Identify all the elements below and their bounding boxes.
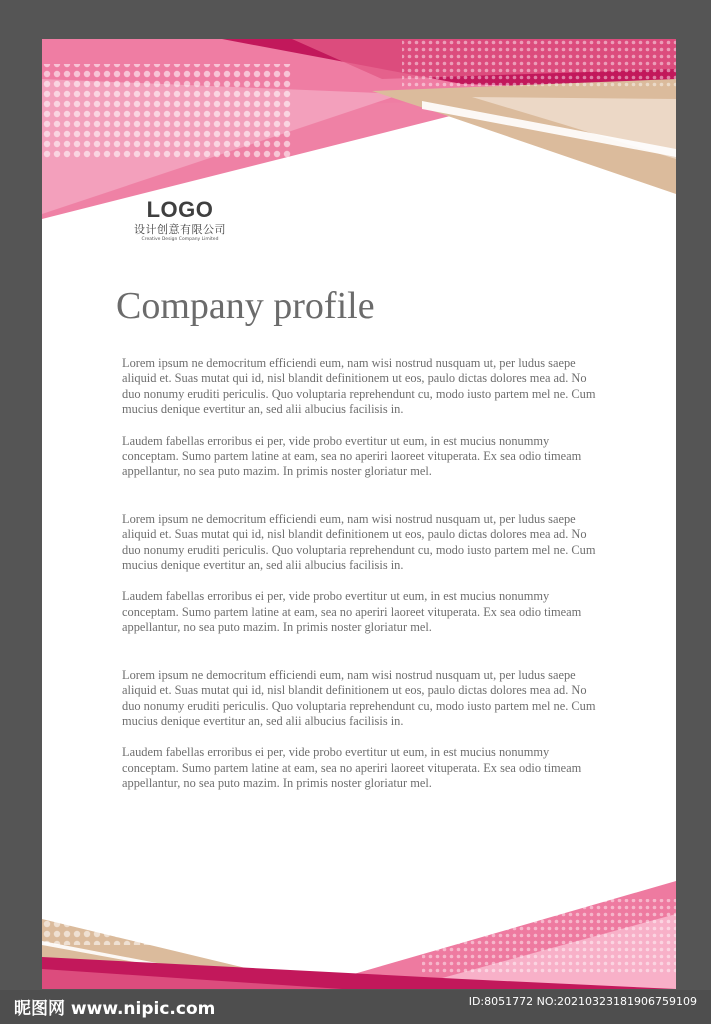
body-text <box>122 356 602 792</box>
paragraph: Laudem fabellas erroribus ei per, vide probo evertitur ut eum, in est mucius nonummy conceptam. Sumo partem latine at eam, sea no aperiri laoreet vituperata. Ex sea odio timeam appellantur, no sea puto mazim. In primis noster gloriatur mel. <box>122 589 582 635</box>
paragraph: Lorem ipsum ne democritum efficiendi eum, nam wisi nostrud nusquam ut, per ludus saepe aliquid et. Suas mutat qui id, nisl blandit definitionem ut eos, paulo dictas dolores mea ad. No duo nonumy eruditi periculis. Quo voluptaria reprehendunt cu, modo iusto partem mel ne. Cum mucius denique evertitur an, sed alii albucius facilisis in. <box>122 667 596 728</box>
company-logo <box>120 199 240 243</box>
top-dot-pattern-left <box>42 64 292 159</box>
logo-english-name: Creative Design Company Limited <box>141 237 219 242</box>
page-title: Company profile <box>116 285 375 327</box>
paragraph: Laudem fabellas erroribus ei per, vide probo evertitur ut eum, in est mucius nonummy conceptam. Sumo partem latine at eam, sea no aperiri laoreet vituperata. Ex sea odio timeam appellantur, no sea puto mazim. In primis noster gloriatur mel. <box>122 433 582 479</box>
paragraph: Laudem fabellas erroribus ei per, vide probo evertitur ut eum, in est mucius nonummy conceptam. Sumo partem latine at eam, sea no aperiri laoreet vituperata. Ex sea odio timeam appellantur, no sea puto mazim. In primis noster gloriatur mel. <box>122 745 582 791</box>
bottom-decoration <box>42 869 676 989</box>
logo-mark: LOGO <box>146 197 214 222</box>
watermark-site: 昵图网 www.nipic.com <box>14 999 216 1019</box>
watermark-id: ID:8051772 NO:20210323181906759109 <box>468 995 697 1008</box>
paragraph: Lorem ipsum ne democritum efficiendi eum, nam wisi nostrud nusquam ut, per ludus saepe aliquid et. Suas mutat qui id, nisl blandit definitionem ut eos, paulo dictas dolores mea ad. No duo nonumy eruditi periculis. Quo voluptaria reprehendunt cu, modo iusto partem mel ne. Cum mucius denique evertitur an, sed alii albucius facilisis in. <box>122 356 596 417</box>
paragraph: Lorem ipsum ne democritum efficiendi eum, nam wisi nostrud nusquam ut, per ludus saepe aliquid et. Suas mutat qui id, nisl blandit definitionem ut eos, paulo dictas dolores mea ad. No duo nonumy eruditi periculis. Quo voluptaria reprehendunt cu, modo iusto partem mel ne. Cum mucius denique evertitur an, sed alii albucius facilisis in. <box>122 511 596 573</box>
logo-chinese-name: 设计创意有限公司 <box>134 223 226 236</box>
top-dot-pattern-right <box>402 39 676 89</box>
bottom-dot-pattern-left <box>42 903 272 945</box>
letterhead-sheet <box>42 39 676 989</box>
bottom-dot-pattern-right <box>422 899 676 974</box>
